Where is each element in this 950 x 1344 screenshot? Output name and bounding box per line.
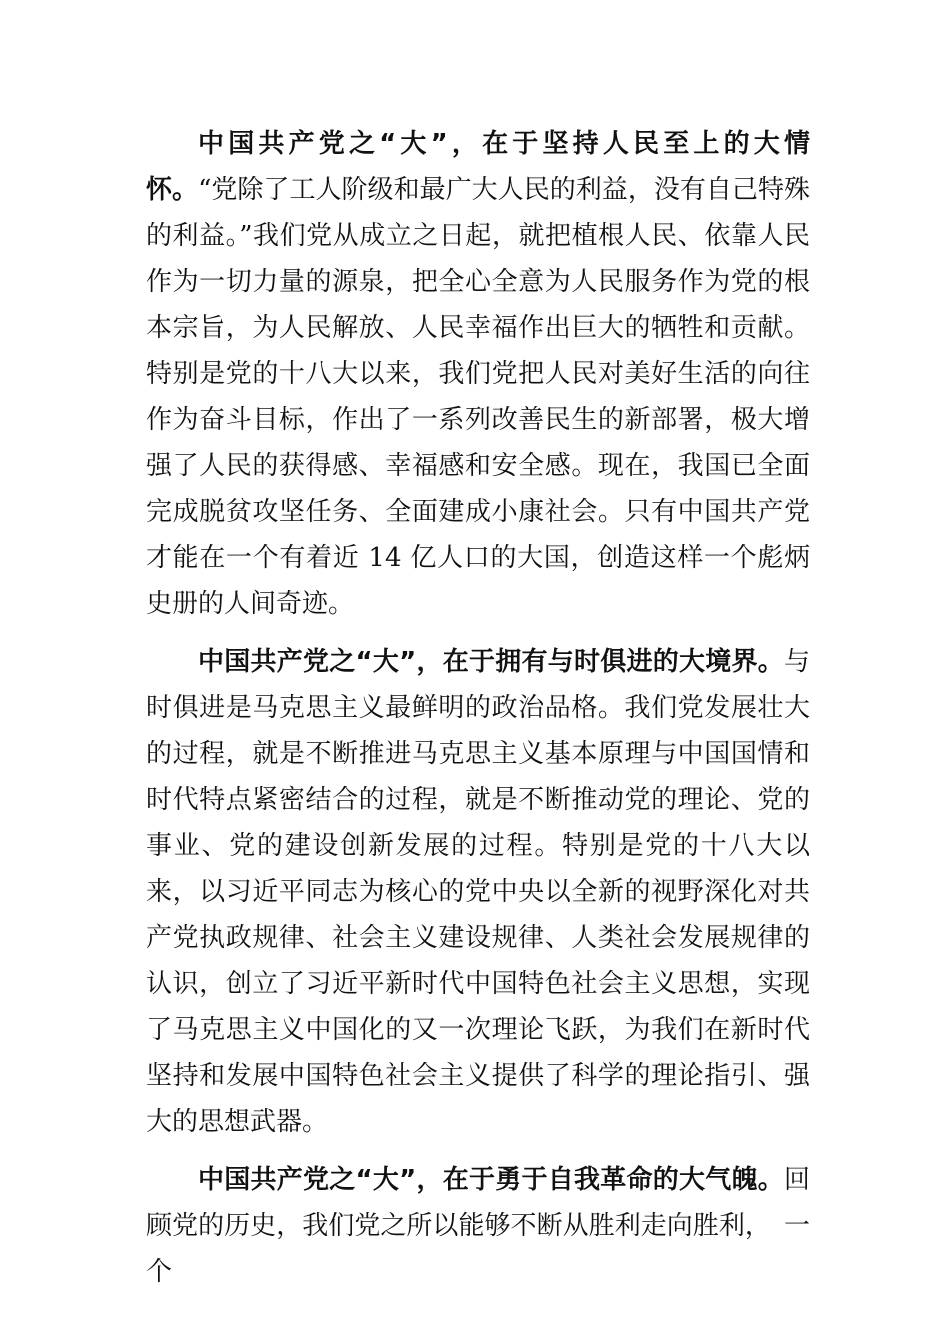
paragraph-body: 与时俱进是马克思主义最鲜明的政治品格。我们党发展壮大的过程，就是不断推进马克思主义基本原理与中国国情和时代特点紧密结合的过程，就是不断推动党的理论、党的事业、党的建设创新发展的过程。特别是党的十八大以来，以习近平同志为核心的党中央以全新的视野深化对共产党执政规律、社会主义建设规律、人类社会发展规律的认识，创立了习近平新时代中国特色社会主义思想，实现了马克思主义中国化的又一次理论飞跃，为我们在新时代坚持和发展中国特色社会主义提供了科学的理论指引、强大的思想武器。 [146, 647, 810, 1137]
paragraph-self-revolution [146, 1157, 810, 1295]
paragraph-lead: 中国共产党之“大”，在于坚持人民至上的大情怀。 [146, 129, 810, 205]
document-body [146, 121, 810, 1307]
paragraph-lead: 中国共产党之“大”，在于拥有与时俱进的大境界。 [198, 647, 784, 677]
paragraph-lead: 中国共产党之“大”，在于勇于自我革命的大气魄。 [198, 1165, 784, 1195]
paragraph-people-first [146, 121, 810, 627]
paragraph-body: “党除了工人阶级和最广大人民的利益，没有自己特殊的利益。”我们党从成立之日起，就把植根人民、依靠人民作为一切力量的源泉，把全心全意为人民服务作为党的根本宗旨，为人民解放、人民幸福作出巨大的牺牲和贡献。特别是党的十八大以来，我们党把人民对美好生活的向往作为奋斗目标，作出了一系列改善民生的新部署，极大增强了人民的获得感、幸福感和安全感。现在，我国已全面完成脱贫攻坚任务、全面建成小康社会。只有中国共产党才能在一个有着近 14 亿人口的大国，创造这样一个彪炳史册的人间奇迹。 [146, 175, 810, 619]
paragraph-keep-pace [146, 639, 810, 1145]
paragraph-body: 回顾党的历史，我们党之所以能够不断从胜利走向胜利， 一个 [146, 1165, 810, 1287]
